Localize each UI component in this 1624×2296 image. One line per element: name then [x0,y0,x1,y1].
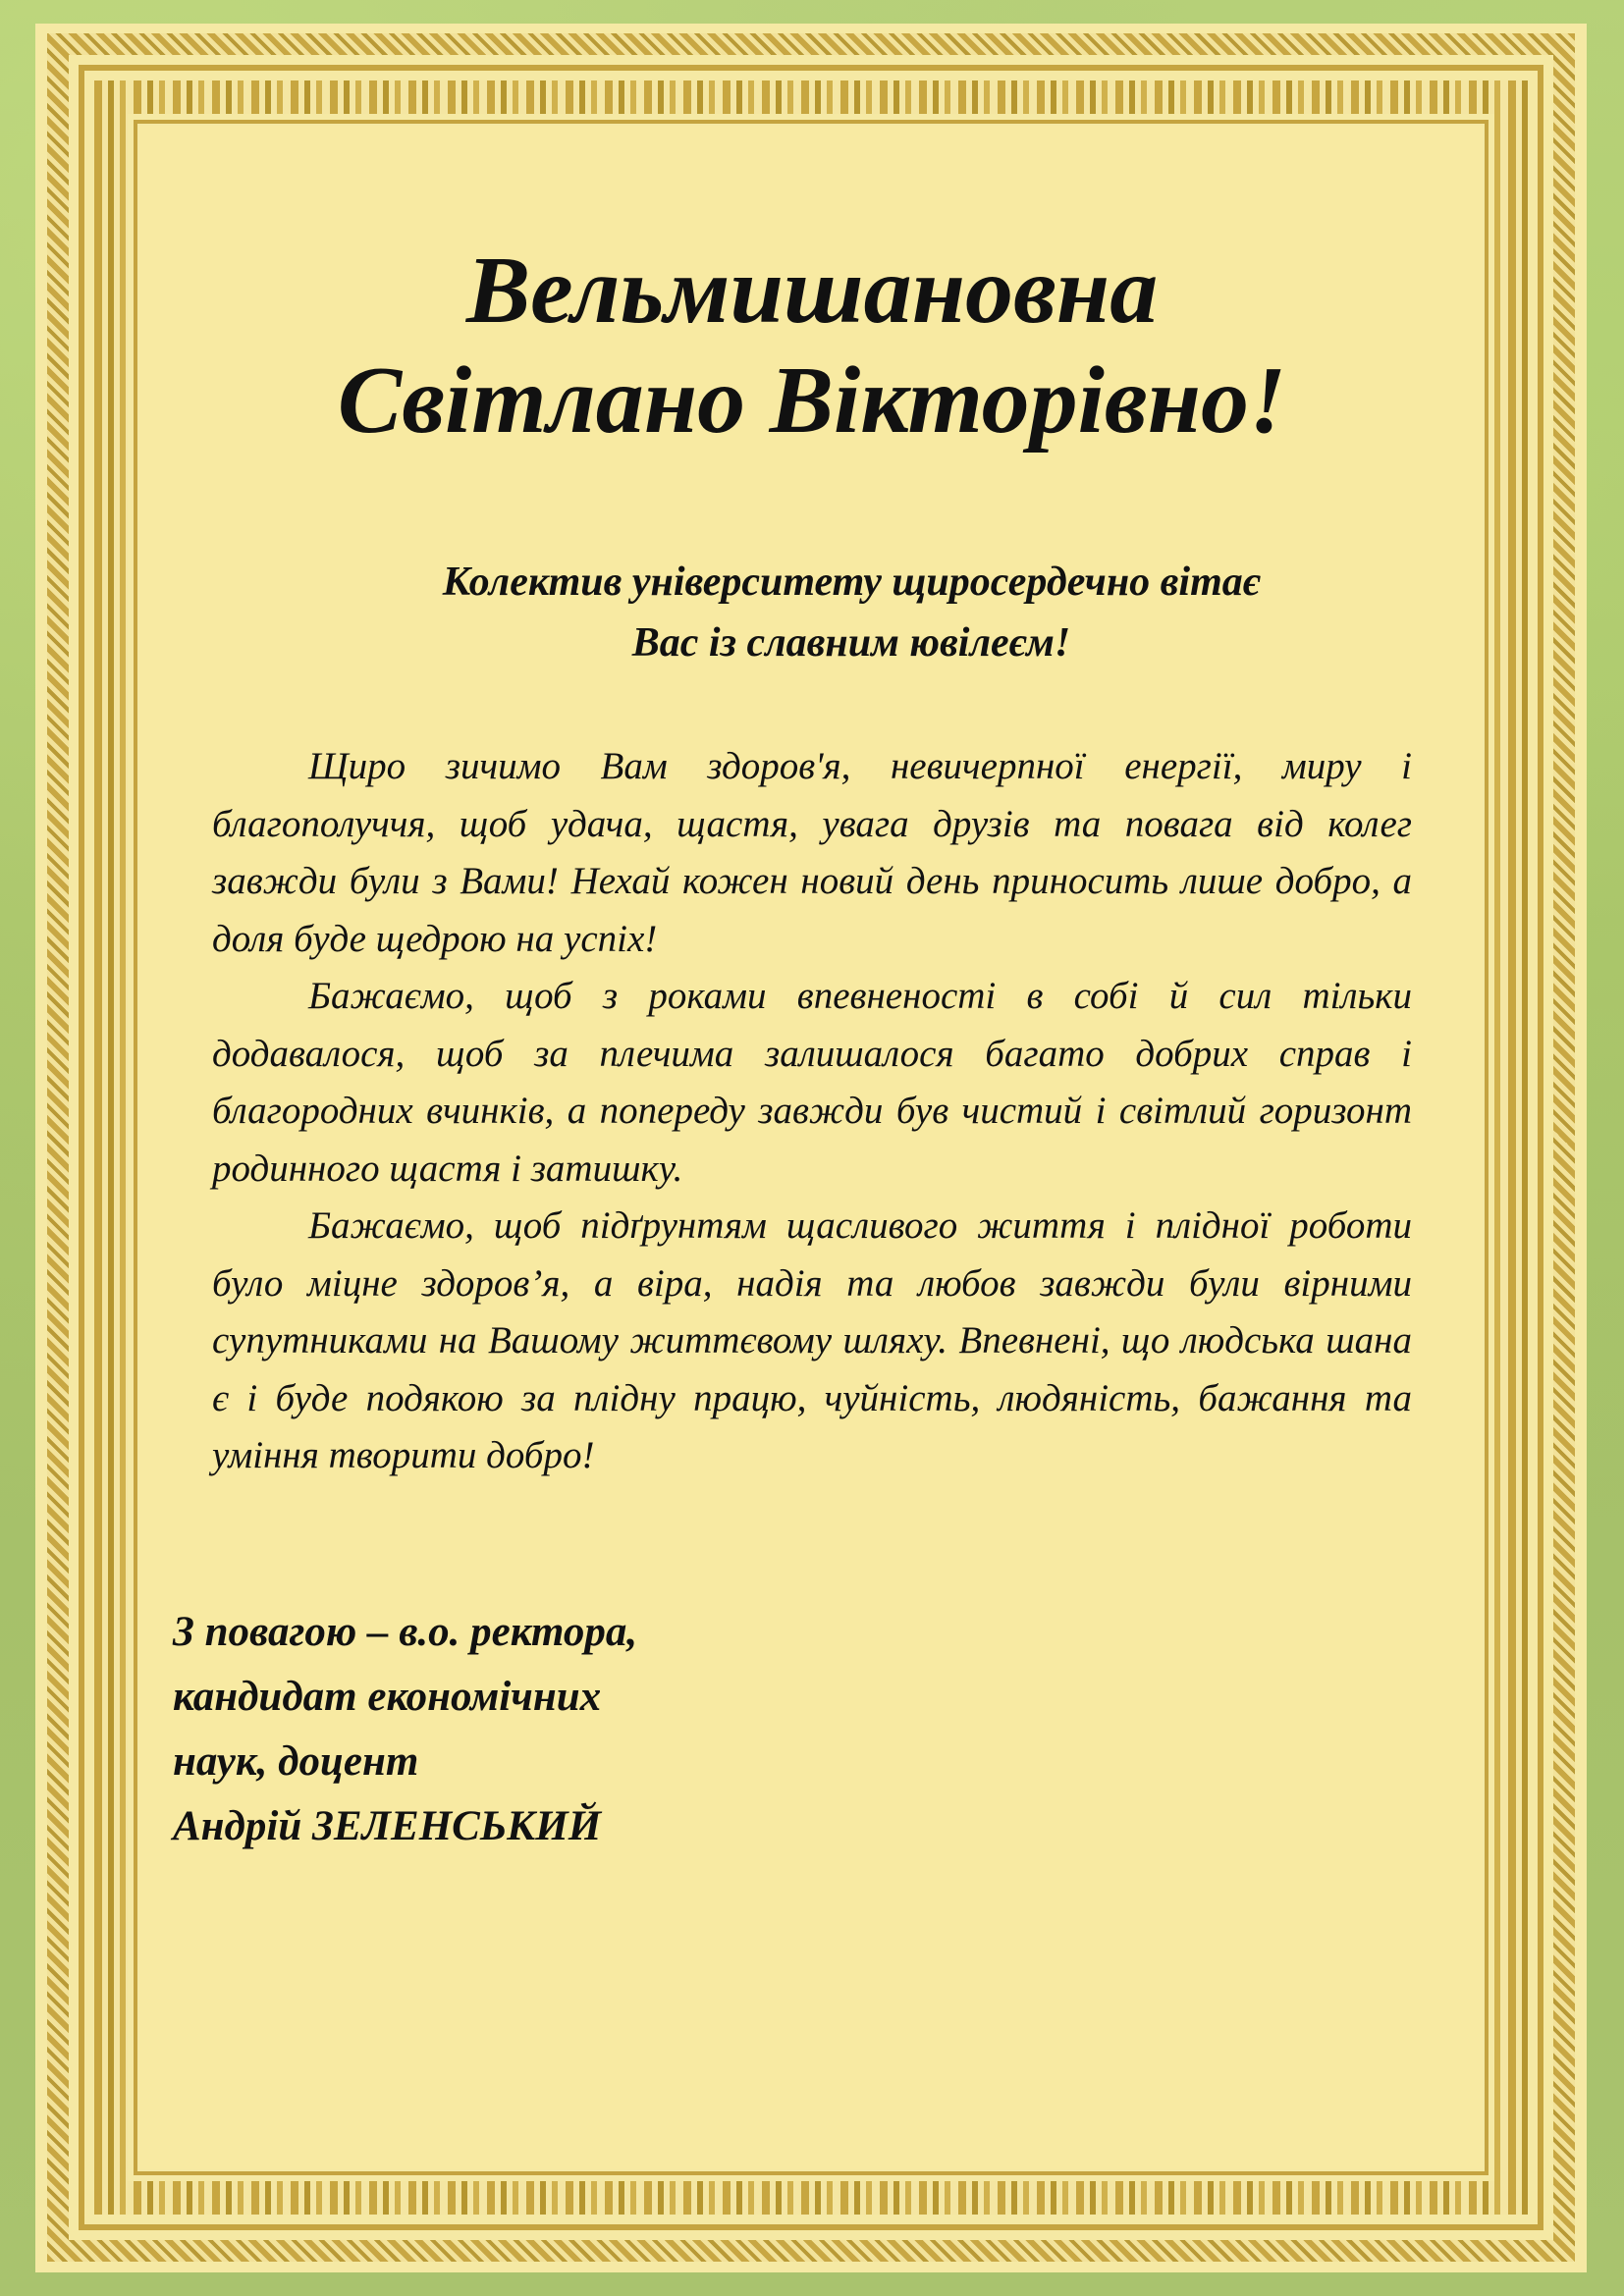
signature-line-2: кандидат економічних [173,1674,602,1720]
body-paragraph-3: Бажаємо, щоб підґрунтям щасливого життя і плідної роботи було міцне здоров’я, а віра, надія та любов завжди були вірними супутниками на Вашому життєвому шляху. Впевнені, що людська шана є і буде подякою за плідну працю, чуйність, людяність, бажання та уміння творити добро! [212,1204,1412,1476]
congratulation-heading-line-2: Вас із славним ювілеєм! [631,620,1071,666]
body-paragraph-1: Щиро зичимо Вам здоров'я, невичерпної енергії, миру і благополуччя, щоб удача, щастя, увага друзів та повага від колег завжди були з Вами! Нехай кожен новий день приносить лише добро, а доля буде щедрою на успіх! [212,745,1412,960]
letter-body [212,738,1412,1485]
congratulation-heading-line-1: Колектив університету щиросердечно вітає [442,560,1261,605]
addressee-title [147,236,1477,455]
signature-line-3: наук, доцент [173,1738,419,1785]
addressee-title-line-2: Світлано Вікторівно! [337,347,1287,454]
signature-block [173,1600,860,1859]
signature-line-1: З повагою – в.о. ректора, [173,1609,638,1655]
addressee-title-line-1: Вельмишановна [465,238,1159,344]
signer-name: Андрій ЗЕЛЕНСЬКИЙ [173,1803,602,1849]
congratulation-heading [216,552,1487,673]
body-paragraph-2: Бажаємо, щоб з роками впевненості в собі й сил тільки додавалося, щоб за плечима залишалося багато добрих справ і благородних вчинків, а попереду завжди був чистий і світлий горизонт родинного щастя і затишку. [212,975,1412,1190]
